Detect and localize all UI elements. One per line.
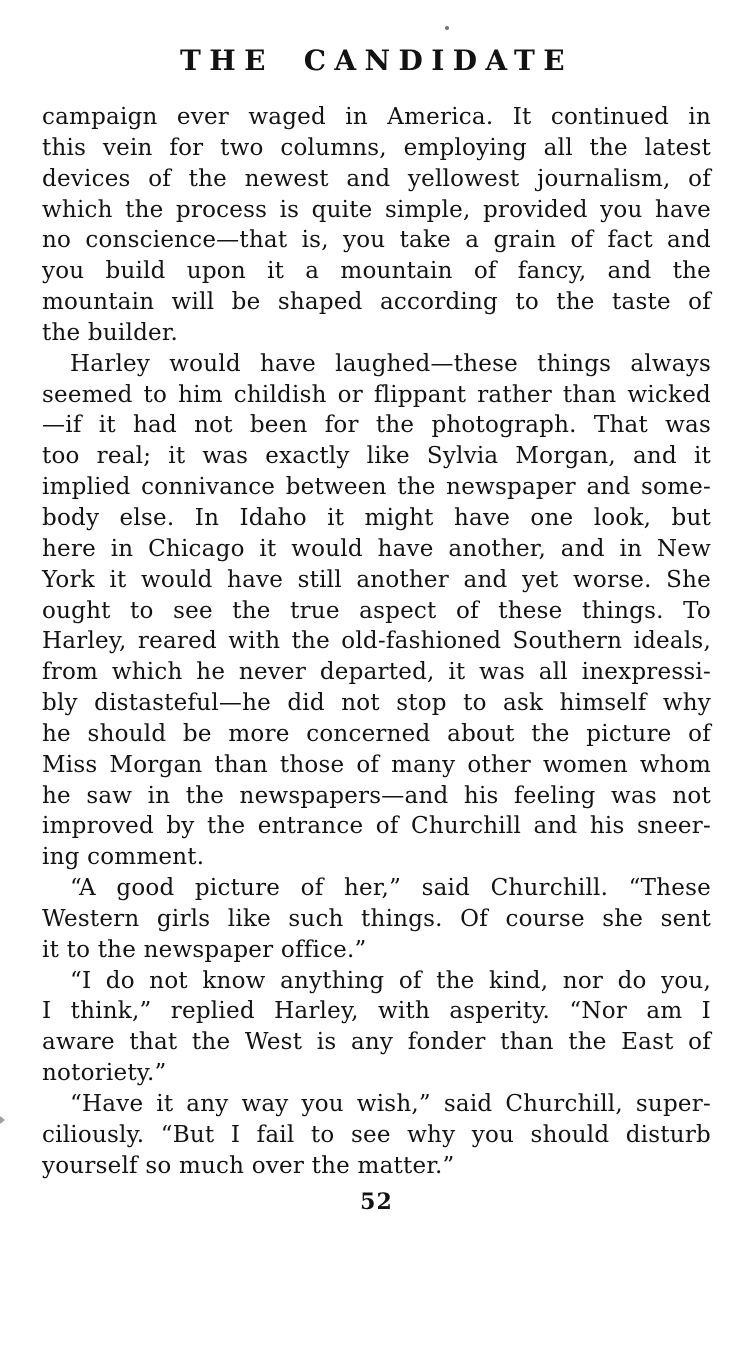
text-line: “I do not know anything of the kind, nor do you,	[70, 967, 711, 994]
paragraph	[42, 966, 711, 1089]
text-line: I think,” replied Harley, with asperity. “Nor am I	[42, 998, 711, 1025]
page-body	[42, 102, 711, 1182]
text-line: the builder.	[42, 319, 179, 346]
text-line: Harley would have laughed—these things always	[70, 350, 711, 377]
text-line: Western girls like such things. Of course she sent	[42, 905, 711, 932]
text-line: which the process is quite simple, provided you have	[42, 196, 711, 223]
text-line: seemed to him childish or flippant rather than wicked	[42, 381, 711, 408]
text-line: ing comment.	[42, 844, 205, 871]
text-line: he saw in the newspapers—and his feeling was not	[42, 782, 711, 809]
text-line: body else. In Idaho it might have one look, but	[42, 504, 711, 531]
text-line: no conscience—that is, you take a grain of fact and	[42, 227, 711, 254]
text-line: mountain will be shaped according to the taste of	[42, 289, 711, 316]
text-line: “A good picture of her,” said Churchill. “These	[70, 875, 711, 902]
text-line: bly distasteful—he did not stop to ask himself why	[42, 690, 711, 717]
text-line: —if it had not been for the photograph. That was	[42, 412, 711, 439]
text-line: Harley, reared with the old-fashioned Southern ideals,	[42, 628, 711, 655]
text-line: ciliously. “But I fail to see why you should disturb	[42, 1121, 711, 1148]
text-line: Miss Morgan than those of many other women whom	[42, 751, 711, 778]
text-line: too real; it was exactly like Sylvia Morgan, and it	[42, 443, 711, 470]
text-line: notoriety.”	[42, 1060, 167, 1087]
text-line: yourself so much over the matter.”	[42, 1152, 455, 1179]
text-line: it to the newspaper office.”	[42, 936, 367, 963]
text-line: aware that the West is any fonder than the East of	[42, 1029, 711, 1056]
text-line: this vein for two columns, employing all the latest	[42, 134, 711, 161]
paragraph	[42, 873, 711, 966]
page-number: 52	[360, 1188, 393, 1215]
paragraph	[42, 1089, 711, 1182]
text-line: “Have it any way you wish,” said Churchill, super-	[70, 1091, 711, 1117]
scan-artifact-icon	[0, 1116, 5, 1124]
text-line: he should be more concerned about the picture of	[42, 720, 711, 747]
page-title: THE CANDIDATE	[180, 44, 573, 77]
text-line: here in Chicago it would have another, and in New	[42, 535, 711, 562]
text-line: ought to see the true aspect of these things. To	[42, 597, 711, 624]
text-line: you build upon it a mountain of fancy, and the	[42, 258, 711, 285]
text-line: York it would have still another and yet worse. She	[42, 566, 711, 593]
text-line: campaign ever waged in America. It continued in	[42, 104, 711, 130]
text-line: devices of the newest and yellowest journalism, of	[42, 165, 711, 192]
paragraph	[42, 349, 711, 873]
paragraph	[42, 102, 711, 349]
text-line: improved by the entrance of Churchill and his sneer-	[42, 813, 711, 840]
text-line: from which he never departed, it was all inexpressi-	[42, 659, 711, 686]
scan-artifact-icon	[445, 26, 449, 30]
text-line: implied connivance between the newspaper and some-	[42, 474, 711, 501]
